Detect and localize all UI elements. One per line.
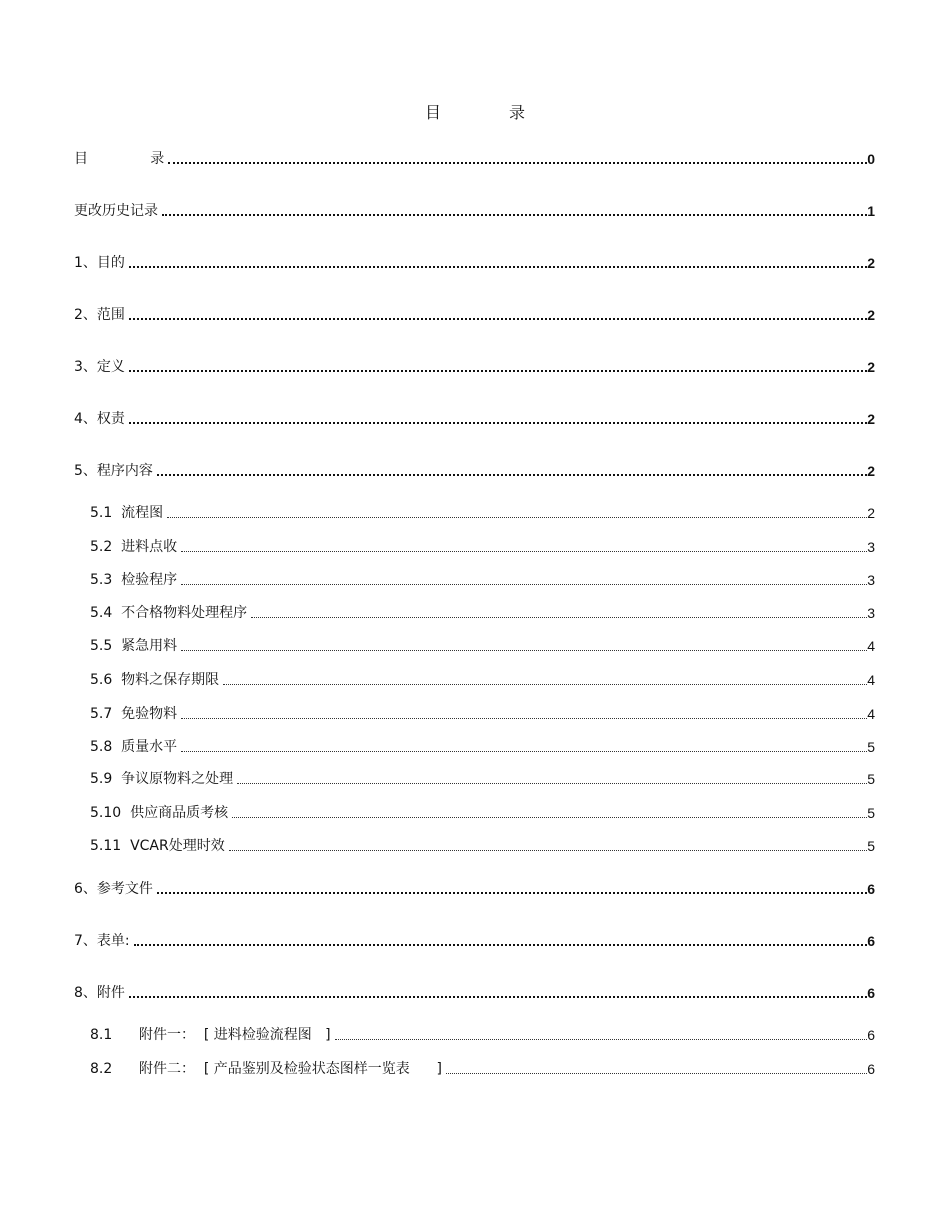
dot-leader [229,850,867,851]
toc-entry-label: 5.11 VCAR处理时效 [90,838,225,854]
toc-entry[interactable] [90,770,875,788]
toc-entry[interactable] [74,984,875,1002]
toc-entry[interactable] [90,538,875,556]
toc-entry-page-number: 3 [867,572,875,588]
toc-entry-label: 5.6 物料之保存期限 [90,672,220,688]
toc-entry[interactable] [90,738,875,756]
dot-leader [237,783,867,784]
toc-entry-page-number: 5 [867,838,875,854]
toc-entry-page-number: 2 [867,411,875,427]
toc-entry[interactable] [74,880,875,898]
title-part-2: 录 [508,103,525,122]
dot-leader [181,718,867,719]
toc-entry[interactable] [74,254,875,272]
toc-entry[interactable] [74,150,875,168]
toc-entry-label: 6、参考文件 [74,881,153,897]
toc-entry[interactable] [90,1060,875,1078]
toc-entry-label: 5.9 争议原物料之处理 [90,771,234,787]
toc-entry-label: 3、定义 [74,359,125,375]
dot-leader [168,162,867,164]
toc-entry[interactable] [90,837,875,855]
dot-leader [335,1039,868,1040]
toc-entry[interactable] [74,358,875,376]
toc-entry-page-number: 6 [867,933,875,949]
toc-entry[interactable] [90,637,875,655]
toc-entry-page-number: 2 [867,255,875,271]
toc-entry-label: 更改历史记录 [74,203,158,219]
toc-entry[interactable] [90,1026,875,1044]
dot-leader [157,474,867,476]
dot-leader [181,650,867,651]
toc-entry[interactable] [90,504,875,522]
dot-leader [129,422,867,424]
page-title [0,100,950,123]
toc-entry-page-number: 2 [867,505,875,521]
toc-entry-page-number: 6 [867,1061,875,1077]
dot-leader [134,944,868,946]
toc-entry-label: 5.7 免验物料 [90,706,178,722]
dot-leader [129,266,867,268]
toc-entry-page-number: 5 [867,771,875,787]
toc-entry-page-number: 5 [867,805,875,821]
dot-leader [157,892,867,894]
dot-leader [129,318,867,320]
toc-entry-page-number: 3 [867,539,875,555]
dot-leader [181,584,867,585]
toc-entry-page-number: 2 [867,359,875,375]
toc-entry-label: 5.3 检验程序 [90,572,178,588]
toc-entry-page-number: 6 [867,881,875,897]
toc-entry-label: 5.8 质量水平 [90,739,178,755]
dot-leader [446,1073,867,1074]
toc-entry-label: 1、目的 [74,255,125,271]
dot-leader [167,517,867,518]
toc-entry-label: 8、附件 [74,985,125,1001]
dot-leader [251,617,867,618]
toc-entry-label: 5.1 流程图 [90,505,164,521]
toc-entry-page-number: 6 [867,1027,875,1043]
toc-entry[interactable] [74,306,875,324]
toc-entry-label: 8.2 附件二： [ 产品鉴别及检验状态图样一览表 ] [90,1061,442,1077]
toc-entry[interactable] [74,202,875,220]
dot-leader [181,751,867,752]
toc-entry-page-number: 2 [867,307,875,323]
toc-entry-page-number: 0 [867,151,875,167]
toc-entry-page-number: 2 [867,463,875,479]
toc-entry-label: 7、表单: [74,933,130,949]
toc-entry-page-number: 1 [867,203,875,219]
toc-entry[interactable] [74,462,875,480]
toc-entry[interactable] [90,804,875,822]
toc-entry[interactable] [90,705,875,723]
toc-entry[interactable] [74,932,875,950]
title-part-1: 目 [424,103,441,122]
dot-leader [181,551,867,552]
toc-entry-page-number: 3 [867,605,875,621]
toc-entry-label: 8.1 附件一： [ 进料检验流程图 ] [90,1027,331,1043]
toc-entry-page-number: 6 [867,985,875,1001]
toc-entry[interactable] [90,671,875,689]
toc-entry-label: 5.10 供应商品质考核 [90,805,229,821]
dot-leader [129,996,867,998]
toc-entry-page-number: 4 [867,706,875,722]
dot-leader [223,684,867,685]
toc-entry[interactable] [90,571,875,589]
toc-entry[interactable] [74,410,875,428]
toc-entry-page-number: 4 [867,672,875,688]
toc-entry-label: 5.5 紧急用料 [90,638,178,654]
toc-entry-label: 5.2 进料点收 [90,539,178,555]
toc-entry-label: 4、权责 [74,411,125,427]
toc-entry-label: 5、程序内容 [74,463,153,479]
dot-leader [162,214,867,216]
dot-leader [129,370,867,372]
toc-entry-page-number: 4 [867,638,875,654]
toc-entry[interactable] [90,604,875,622]
toc-entry-label: 2、范围 [74,307,125,323]
toc-entry-label: 5.4 不合格物料处理程序 [90,605,248,621]
dot-leader [232,817,867,818]
toc-entry-label: 目 录 [74,151,165,167]
toc-entry-page-number: 5 [867,739,875,755]
